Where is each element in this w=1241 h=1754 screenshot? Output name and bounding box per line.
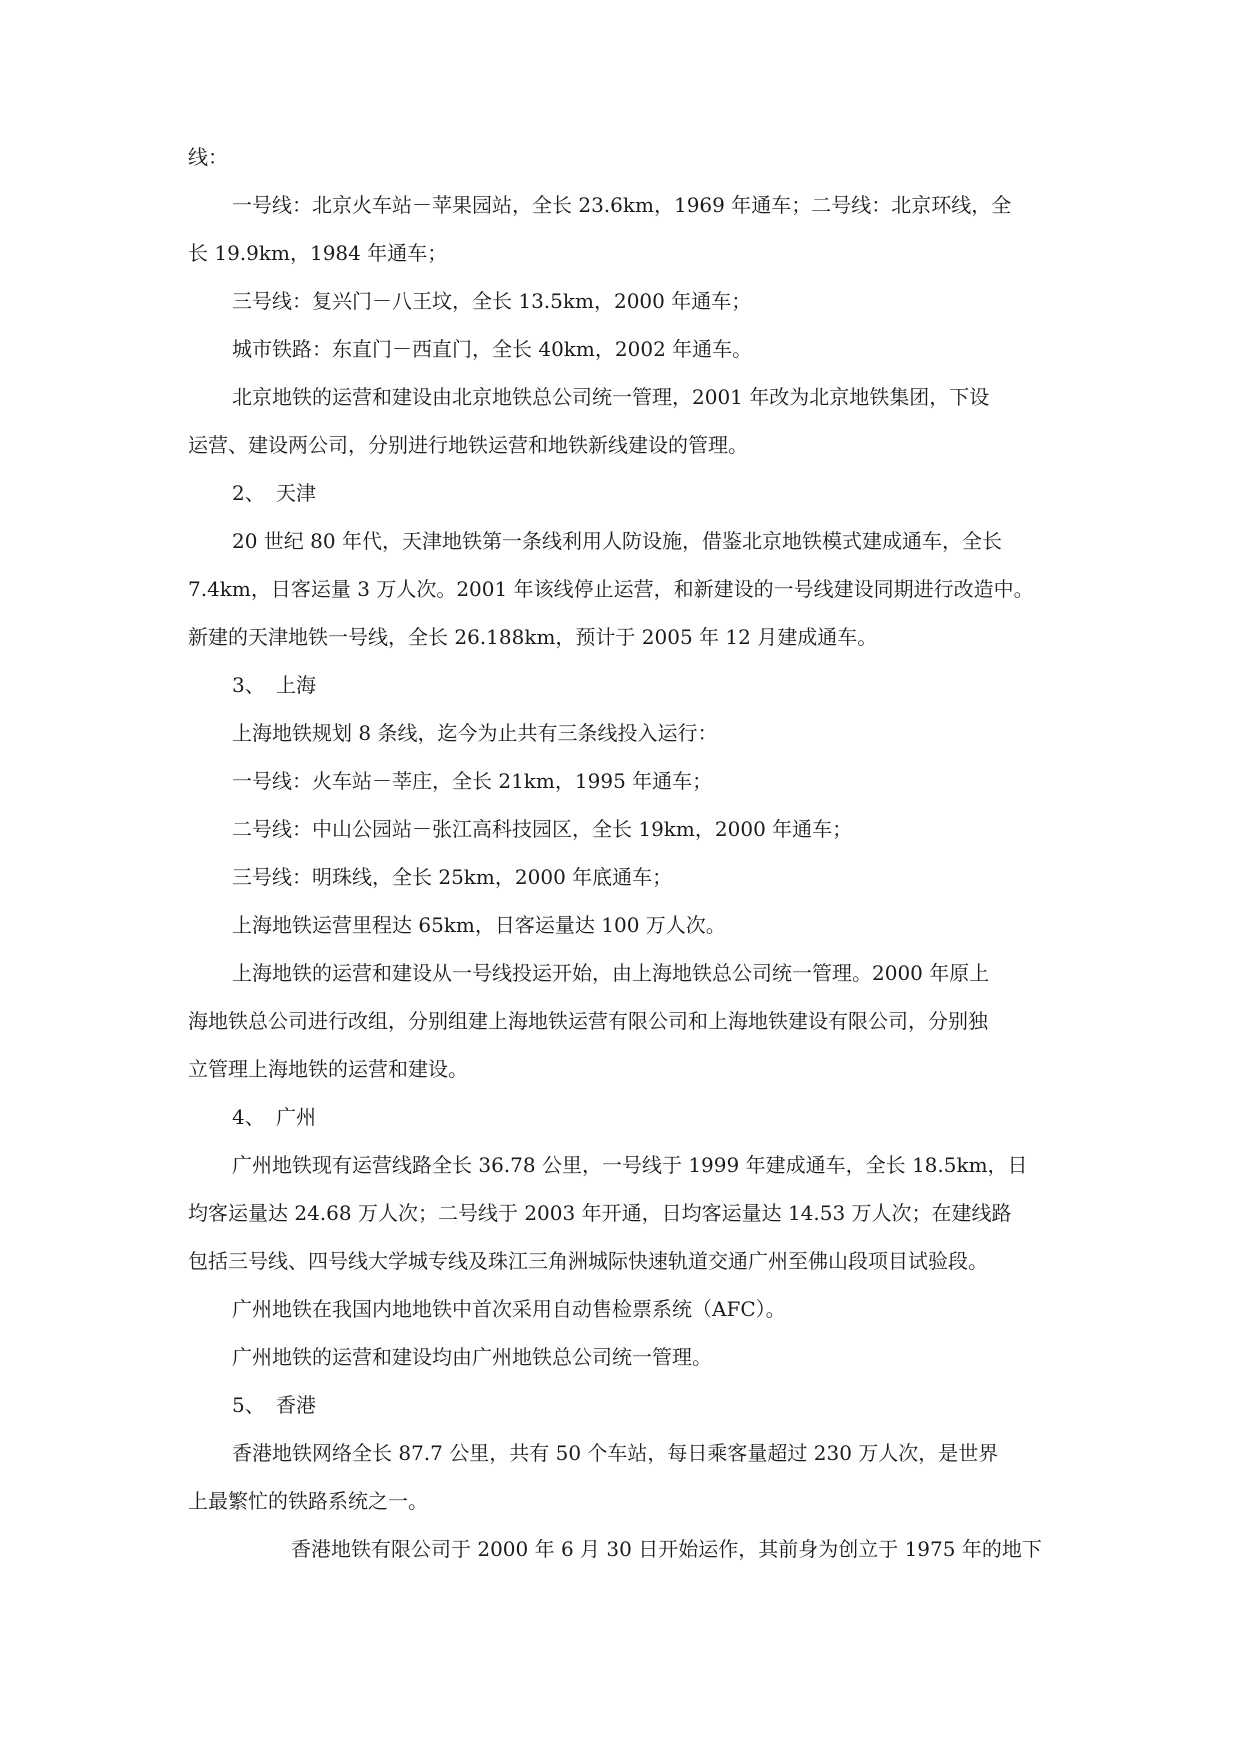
paragraph-line: 立管理上海地铁的运营和建设。 <box>188 1057 468 1081</box>
section-number: 3、 <box>232 673 265 697</box>
paragraph-line: 香港地铁网络全长 87.7 公里，共有 50 个车站，每日乘客量超过 230 万人次，是世界 <box>232 1441 999 1465</box>
section-title: 香港 <box>276 1393 316 1417</box>
paragraph-line: 20 世纪 80 年代，天津地铁第一条线利用人防设施，借鉴北京地铁模式建成通车，全长 <box>232 529 1002 553</box>
paragraph-line: 香港地铁有限公司于 2000 年 6 月 30 日开始运作，其前身为创立于 1975 年的地下 <box>291 1537 1042 1561</box>
section-title: 广州 <box>276 1105 316 1129</box>
section-number: 5、 <box>232 1393 265 1417</box>
paragraph-line: 运营、建设两公司，分别进行地铁运营和地铁新线建设的管理。 <box>188 433 748 457</box>
paragraph-line: 上海地铁运营里程达 65km，日客运量达 100 万人次。 <box>232 913 726 937</box>
paragraph-line: 一号线：北京火车站－苹果园站，全长 23.6km，1969 年通车；二号线：北京环线，全 <box>232 193 1012 217</box>
paragraph-line: 北京地铁的运营和建设由北京地铁总公司统一管理，2001 年改为北京地铁集团，下设 <box>232 385 990 409</box>
paragraph-line: 三号线：明珠线，全长 25km，2000 年底通车； <box>232 865 673 889</box>
paragraph-line: 二号线：中山公园站－张江高科技园区，全长 19km，2000 年通车； <box>232 817 853 841</box>
paragraph-line: 均客运量达 24.68 万人次；二号线于 2003 年开通，日均客运量达 14.53 万人次；在建线路 <box>188 1201 1012 1225</box>
paragraph-line: 广州地铁的运营和建设均由广州地铁总公司统一管理。 <box>232 1345 712 1369</box>
paragraph-line: 广州地铁在我国内地地铁中首次采用自动售检票系统（AFC）。 <box>232 1297 786 1321</box>
section-heading <box>188 671 1056 719</box>
section-heading <box>188 1391 1056 1439</box>
paragraph-line: 7.4km，日客运量 3 万人次。2001 年该线停止运营，和新建设的一号线建设同期进行改造中。 <box>188 577 1034 601</box>
paragraph-line: 线： <box>188 145 228 169</box>
paragraph-line: 包括三号线、四号线大学城专线及珠江三角洲城际快速轨道交通广州至佛山段项目试验段。 <box>188 1249 988 1273</box>
paragraph-line: 长 19.9km，1984 年通车； <box>188 241 448 265</box>
paragraph-line: 上最繁忙的铁路系统之一。 <box>188 1489 428 1513</box>
paragraph-line: 一号线：火车站－莘庄，全长 21km，1995 年通车； <box>232 769 713 793</box>
section-title: 天津 <box>276 481 316 505</box>
paragraph-line: 上海地铁规划 8 条线，迄今为止共有三条线投入运行： <box>232 721 718 745</box>
section-heading <box>188 479 1056 527</box>
paragraph-line: 新建的天津地铁一号线，全长 26.188km，预计于 2005 年 12 月建成通车。 <box>188 625 878 649</box>
section-number: 2、 <box>232 481 265 505</box>
paragraph-line: 广州地铁现有运营线路全长 36.78 公里，一号线于 1999 年建成通车，全长 18.5km，日 <box>232 1153 1028 1177</box>
paragraph-line: 上海地铁的运营和建设从一号线投运开始，由上海地铁总公司统一管理。2000 年原上 <box>232 961 990 985</box>
paragraph-line: 海地铁总公司进行改组，分别组建上海地铁运营有限公司和上海地铁建设有限公司，分别独 <box>188 1009 988 1033</box>
paragraph-line: 三号线：复兴门－八王坟，全长 13.5km，2000 年通车； <box>232 289 752 313</box>
section-number: 4、 <box>232 1105 265 1129</box>
document-page <box>188 143 1056 1583</box>
section-title: 上海 <box>276 673 316 697</box>
paragraph-line: 城市铁路：东直门－西直门，全长 40km，2002 年通车。 <box>232 337 753 361</box>
section-heading <box>188 1103 1056 1151</box>
